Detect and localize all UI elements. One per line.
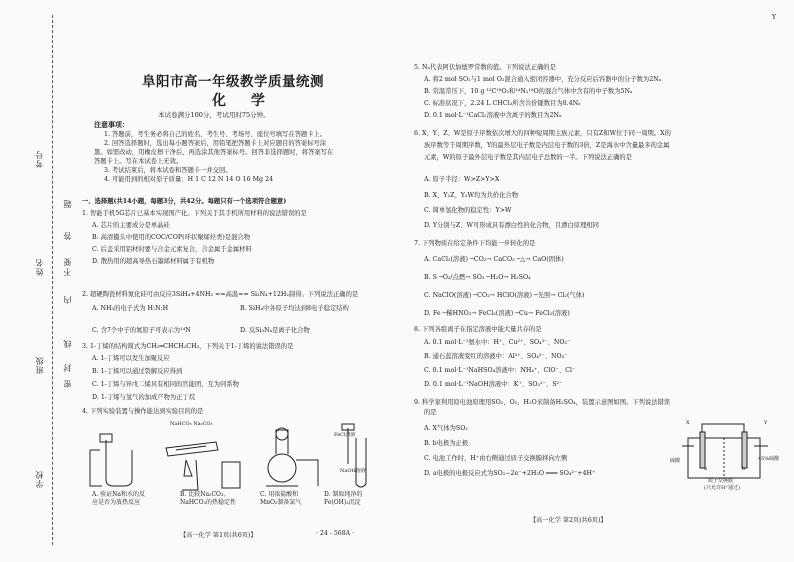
cell-label-x: X: [686, 420, 690, 426]
cell-label-b: b: [742, 466, 746, 472]
seal-char: 封: [63, 364, 72, 372]
seal-char: 线: [63, 340, 72, 348]
option: D. a电极的电极反应式为SO₂−2e⁻+2H₂O ═══ SO₄²⁻+4H⁺: [424, 470, 596, 477]
option: A. CaCl₂(溶液) ─CO₂→ CaCO₃ ─△→ CaO(固体): [424, 256, 564, 263]
option: B. 1-丁烯可以通过裂解反应得到: [92, 368, 183, 375]
question-stem: 元素，W的原子最外层电子数是其内层电子总数的一半。下列说法正确的是: [424, 154, 632, 161]
option: D. Y分别与Z、W可形成具有漂白性的化合物，且漂白原理相同: [424, 222, 599, 229]
note-line: 黑。如需改动，用橡皮擦干净后，再选涂其他答案标号。回答非选择题时，将答案写在: [94, 149, 334, 156]
option: B. b电极为正极: [424, 440, 469, 447]
option: B. 高清摄头中使用的COC/COP(环状聚烯烃类)是混合物: [92, 234, 251, 241]
option: D. 0.1 mol·L⁻¹NaOH溶液中：K⁺、SO₃²⁻、S²⁻: [424, 381, 563, 388]
question-stem: 3. 1-丁烯的结构简式为CH₂═CHCH₂CH₃，下列关于1-丁烯的说法错误的是: [82, 343, 294, 350]
option: B. X、Y₂Z、Y₂W均为共价化合物: [424, 192, 518, 199]
note-line: 答题卡上。写在本试卷上无效。: [94, 158, 183, 165]
question-stem: 9. 科学家利用原电池原理用SO₂、O₂、H₂O来制备H₂SO₄，装置示意图如图。下列说法错误: [414, 399, 671, 406]
seal-char: 题: [63, 200, 72, 208]
question-stem: 族序数等于周期序数，Y的最外层电子数是内层电子数的3倍，Z是海水中含量最多的金属: [424, 142, 670, 149]
note-line: 1. 答题前，考生务必将自己的姓名、考生号、考场号、座位号填写在答题卡上。: [104, 131, 327, 138]
option: A. 将2 mol SO₂与1 mol O₂混合通入密闭容器中，充分反应后容器中的分子数为2Nₐ: [424, 76, 662, 83]
page-footer: 【高一化学 第2页(共6页)】: [530, 517, 607, 524]
question-stem: 2. 超硬陶瓷材料氮化硅可由反应3SiH₄+4NH₃ ==高温== Si₃N₄+12H₂制得。下列说法正确的是: [82, 291, 359, 298]
binding-strip: [0, 0, 80, 562]
cell-label-membrane: 质子交换膜: [708, 478, 734, 484]
cell-diagram: [678, 422, 778, 486]
seal-char: 答: [63, 232, 72, 240]
page-1: [80, 0, 396, 562]
option: C. NaClO(溶液) ─CO₂→ HClO(溶液) ─光照→ Cl₂(气体): [424, 292, 585, 299]
seal-char: 密: [63, 380, 72, 388]
option: A. 0.1 mol·L⁻¹氨水中：H⁺、Cu²⁺、SO₄²⁻、NO₃⁻: [424, 339, 571, 346]
question-stem: 7. 下列物质在给定条件下均能一步转化的是: [414, 240, 536, 247]
note-line: 2. 回答选择题时，选出每小题答案后，用铅笔把答题卡上对应题目的答案标号涂: [104, 140, 327, 147]
apparatus-figures: [86, 420, 386, 492]
seal-char: 要: [63, 258, 72, 266]
note-line: 3. 考试结束后，将本试卷和答题卡一并交回。: [104, 167, 232, 174]
cell-label-acid: 硫酸: [670, 458, 681, 464]
option: A. 1-丁烯可以发生加聚反应: [92, 355, 170, 362]
option: C. 后盖采用铝材时要与合金元素复合，合金属于金属材料: [92, 246, 252, 253]
option: C. 电池工作时，H⁺由右侧通过质子交换膜移向左侧: [424, 455, 568, 462]
option: A. 原子半径：W>Z>Y>X: [424, 176, 500, 183]
question-stem: 的是: [424, 409, 437, 416]
option: C. 标准状况下，2.24 L CHCl₃所含共价键数目为0.4Nₐ: [424, 100, 581, 107]
page-footer: 【高一化学 第1页(共6页)】: [180, 532, 257, 539]
binding-line: [52, 15, 53, 545]
cell-label-acid45: 45%硫酸: [758, 456, 780, 462]
option: B. 常温常压下，10 g ¹²C¹⁸O₂和¹⁴N₂¹⁸O的混合气体中含有的中子数为5Nₐ: [424, 88, 633, 95]
caption-c: C. 用浓盐酸和 MnO₂制备氯气: [260, 491, 302, 506]
cell-label-a: a: [704, 466, 707, 472]
caption-b: B. 比较Na₂CO₃、 NaHCO₃的热稳定性: [180, 491, 236, 506]
option: A. 芯片的主要成分是单晶硅: [92, 222, 170, 229]
option: C. 简单氢化物的稳定性：Y>W: [424, 207, 512, 214]
fig-label: NaOH溶液: [340, 468, 366, 474]
exam-number-label: 考号: [35, 150, 44, 168]
corner-mark: Y: [772, 14, 776, 21]
cell-label-y: Y: [764, 420, 768, 426]
option: D. 反Si₃N₄是离子化合物: [240, 327, 310, 334]
exam-title: 阜阳市高一年级教学质量统测: [142, 74, 324, 90]
subject-title: 化 学: [212, 93, 275, 109]
question-stem: 4. 下列实验装置与操作能达到实验目的的是: [82, 408, 204, 415]
option: A. X气体为SO₂: [424, 425, 468, 432]
option: B. SiH₄中各原子均达到8电子稳定结构: [240, 305, 349, 312]
notes-heading: 注意事项：: [94, 120, 129, 129]
exam-info: 本试卷满分100分，考试用时75分钟。: [158, 111, 270, 119]
fig-label: FeCl溶液: [334, 432, 356, 438]
option: D. 0.1 mol·L⁻¹CaCl₂溶液中含离子的数目为2Nₐ: [424, 112, 562, 119]
option: B. S ─O₂/点燃→ SO₃ ─H₂O→ H₂SO₄: [424, 274, 531, 281]
option: C. 1-丁烯与异戊二烯具有相同的官能团，互为同系物: [92, 381, 239, 388]
cell-label-membrane-note: (只允许H⁺通过): [704, 485, 740, 491]
seal-char: 内: [63, 296, 72, 304]
school-label: 学校: [35, 470, 44, 488]
section-heading: 一、选择题(共14小题，每题3分，共42分。每题只有一个选项符合题意): [82, 198, 287, 205]
name-label: 姓名: [35, 258, 44, 276]
question-stem: 6. X、Y、Z、W是原子序数依次增大的四种短周期主族元素，只有Z和W位于同一周期。X的: [414, 130, 671, 137]
fig-label: NaHCO₃ Na₂CO₃: [170, 421, 213, 427]
caption-d: D. 制取纯净的 Fe(OH)₂沉淀: [324, 491, 363, 506]
option: D. 1-丁烯与氢气的加成产物为正丁烷: [92, 394, 196, 401]
option: B. 通石蕊溶液变红的溶液中：Al³⁺、SO₄²⁻、NO₃⁻: [424, 353, 568, 360]
caption-a: A. 验证Na和水的反 应是否为放热反应: [92, 491, 145, 506]
option: C. 含7个中子的氮原子可表示为¹⁴N: [92, 327, 191, 334]
option: D. Fe ─稀HNO₃→ FeCl₃(溶液) ─Cu→ FeCl₂(溶液): [424, 310, 570, 317]
question-stem: 5. Nₐ代表阿伏加德罗常数的值。下列说法正确的是: [414, 64, 556, 71]
seal-char: 不: [63, 268, 72, 276]
paper-code: · 24 - 568A ·: [316, 530, 355, 537]
option: A. NH₃的电子式为 H:N:H: [92, 305, 169, 312]
option: C. 0.1 mol·L⁻¹NaHSO₄溶液中：NH₄⁺、ClO⁻、Cl⁻: [424, 367, 576, 374]
question-stem: 8. 下列各组离子在指定溶液中能大量共存的是: [414, 326, 542, 333]
question-stem: 1. 智能手机5G芯片已基本实现国产化。下列关于其手机所用材料的说法错误的是: [82, 210, 307, 217]
class-label: 班级: [35, 356, 44, 374]
page-2: [408, 0, 788, 562]
note-line: 4. 可能用到的相对原子质量：H 1 C 12 N 14 O 16 Mg 24: [104, 176, 274, 183]
option: D. 散热用的超高导热石墨烯材料属于有机物: [92, 258, 215, 265]
